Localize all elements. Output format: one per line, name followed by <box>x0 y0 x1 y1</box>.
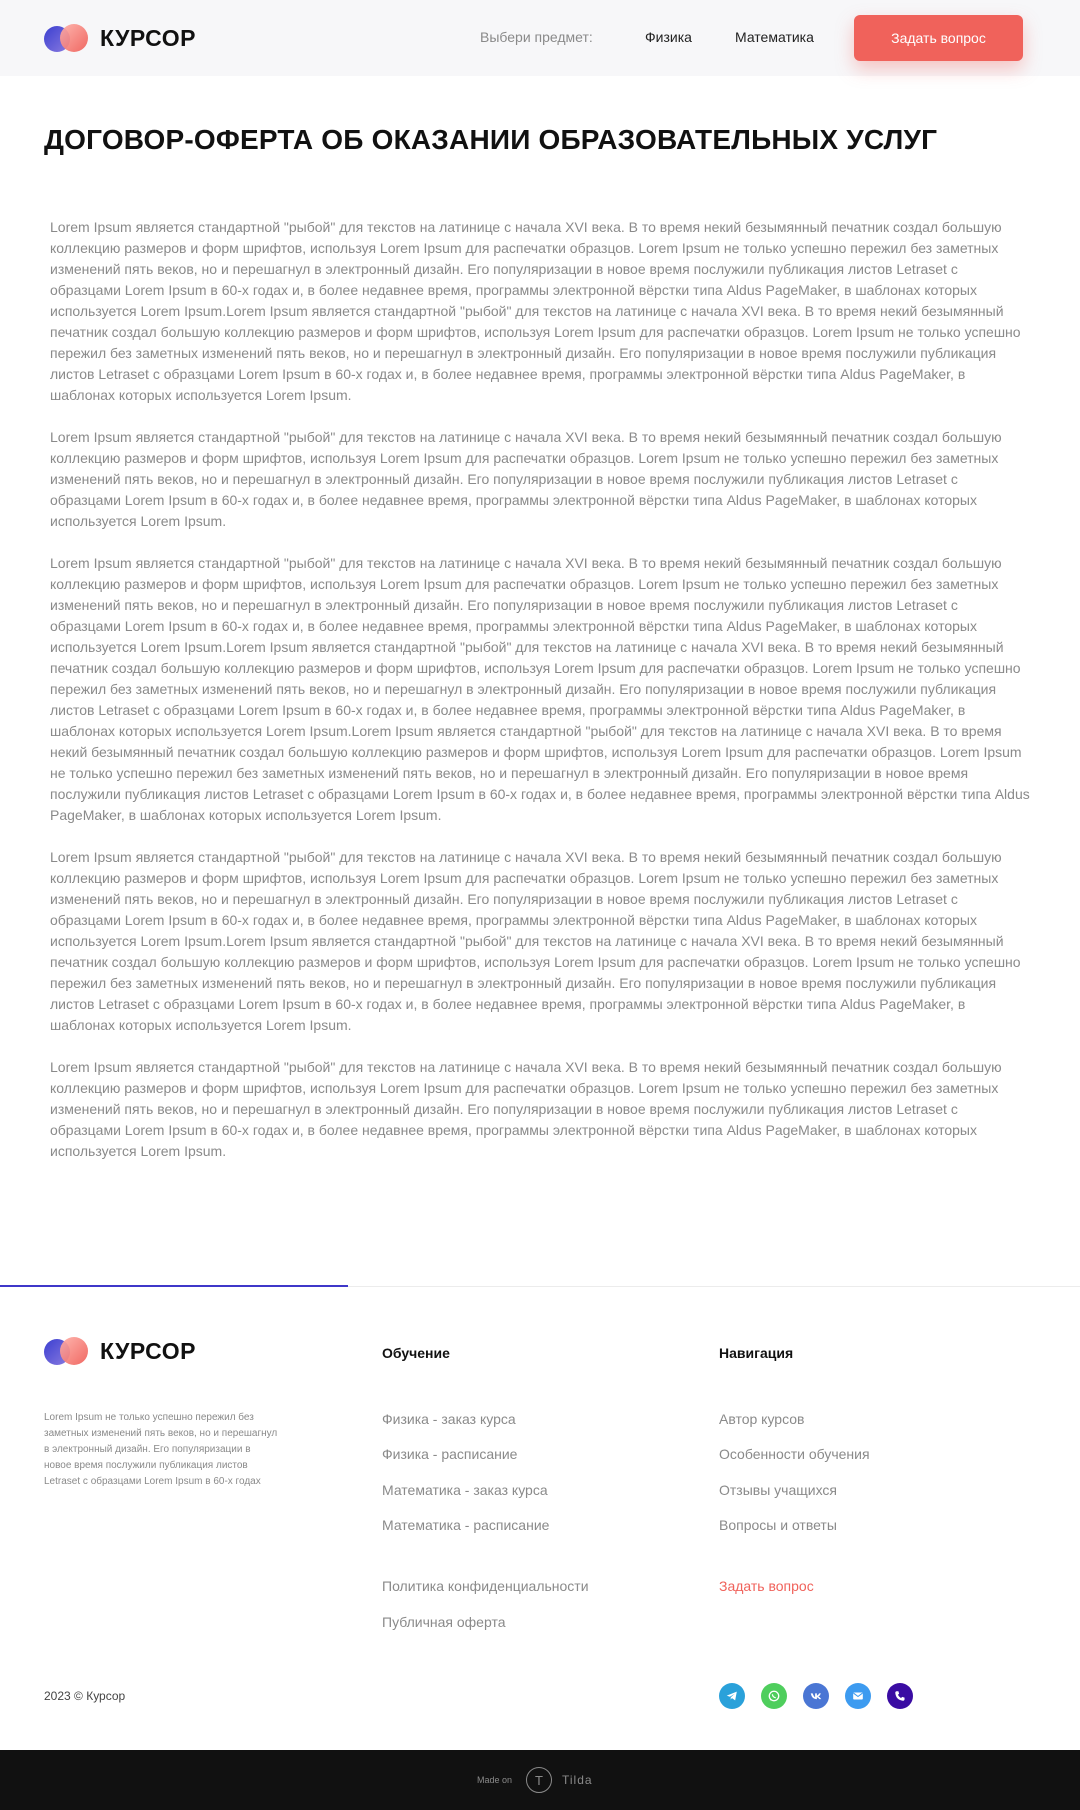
footer-logo[interactable] <box>44 1337 196 1365</box>
made-on-label: Made on <box>477 1775 513 1785</box>
footer-link-ask-question[interactable]: Задать вопрос <box>719 1578 814 1594</box>
footer-nav-title: Навигация <box>719 1345 794 1361</box>
footer-divider-accent <box>0 1285 348 1287</box>
footer-link-public-offer[interactable]: Публичная оферта <box>382 1614 506 1630</box>
telegram-icon[interactable] <box>719 1683 745 1709</box>
footer-link-math-order[interactable]: Математика - заказ курса <box>382 1482 548 1498</box>
ask-question-button[interactable]: Задать вопрос <box>854 15 1023 61</box>
header-logo[interactable] <box>44 24 196 52</box>
logo-mark-icon <box>44 1337 88 1365</box>
paragraph: Lorem Ipsum является стандартной "рыбой" для текстов на латинице с начала XVI века. В то время некий безымянный печатник создал большую коллекцию размеров и форм шрифтов, используя Lorem Ipsum для распечатки образцов. Lorem Ipsum не только успешно пережил без заметных изменений пять веков, но и перешагнул в электронный дизайн. Его популяризации в новое время послужили публикация листов Letraset с образцами Lorem Ipsum в 60-х годах и, в более недавнее время, программы электронной вёрстки типа Aldus PageMaker, в шаблонах которых используется Lorem Ipsum.Lorem Ipsum является стандартной "рыбой" для текстов на латинице с начала XVI века. В то время некий безымянный печатник создал большую коллекцию размеров и форм шрифтов, используя Lorem Ipsum для распечатки образцов. Lorem Ipsum не только успешно пережил без заметных изменений пять веков, но и перешагнул в электронный дизайн. Его популяризации в новое время послужили публикация листов Letraset с образцами Lorem Ipsum в 60-х годах и, в более недавнее время, программы электронной вёрстки типа Aldus PageMaker, в шаблонах которых используется Lorem Ipsum.Lorem Ipsum является стандартной "рыбой" для текстов на латинице с начала XVI века. В то время некий безымянный печатник создал большую коллекцию размеров и форм шрифтов, используя Lorem Ipsum для распечатки образцов. Lorem Ipsum не только успешно пережил без заметных изменений пять веков, но и перешагнул в электронный дизайн. Его популяризации в новое время послужили публикация листов Letraset с образцами Lorem Ipsum в 60-х годах и, в более недавнее время, программы электронной вёрстки типа Aldus PageMaker, в шаблонах которых используется Lorem Ipsum. <box>50 555 1030 823</box>
nav-link-physics[interactable]: Физика <box>645 29 692 45</box>
site-header <box>0 0 1080 76</box>
footer-link-faq[interactable]: Вопросы и ответы <box>719 1517 837 1533</box>
footer-link-features[interactable]: Особенности обучения <box>719 1446 870 1462</box>
footer-link-physics-order[interactable]: Физика - заказ курса <box>382 1411 516 1427</box>
copyright: 2023 © Курсор <box>44 1689 126 1703</box>
footer-link-privacy[interactable]: Политика конфиденциальности <box>382 1578 589 1594</box>
footer-link-math-schedule[interactable]: Математика - расписание <box>382 1517 550 1533</box>
offer-text <box>50 217 1030 1183</box>
logo-text: КУРСОР <box>100 24 196 51</box>
subject-label: Выбери предмет: <box>480 29 593 45</box>
paragraph: Lorem Ipsum является стандартной "рыбой" для текстов на латинице с начала XVI века. В то время некий безымянный печатник создал большую коллекцию размеров и форм шрифтов, используя Lorem Ipsum для распечатки образцов. Lorem Ipsum не только успешно пережил без заметных изменений пять веков, но и перешагнул в электронный дизайн. Его популяризации в новое время послужили публикация листов Letraset с образцами Lorem Ipsum в 60-х годах и, в более недавнее время, программы электронной вёрстки типа Aldus PageMaker, в шаблонах которых используется Lorem Ipsum.Lorem Ipsum является стандартной "рыбой" для текстов на латинице с начала XVI века. В то время некий безымянный печатник создал большую коллекцию размеров и форм шрифтов, используя Lorem Ipsum для распечатки образцов. Lorem Ipsum не только успешно пережил без заметных изменений пять веков, но и перешагнул в электронный дизайн. Его популяризации в новое время послужили публикация листов Letraset с образцами Lorem Ipsum в 60-х годах и, в более недавнее время, программы электронной вёрстки типа Aldus PageMaker, в шаблонах которых используется Lorem Ipsum. <box>50 849 1021 1033</box>
footer-link-physics-schedule[interactable]: Физика - расписание <box>382 1446 518 1462</box>
footer-link-author[interactable]: Автор курсов <box>719 1411 805 1427</box>
vk-icon[interactable] <box>803 1683 829 1709</box>
paragraph: Lorem Ipsum является стандартной "рыбой" для текстов на латинице с начала XVI века. В то время некий безымянный печатник создал большую коллекцию размеров и форм шрифтов, используя Lorem Ipsum для распечатки образцов. Lorem Ipsum не только успешно пережил без заметных изменений пять веков, но и перешагнул в электронный дизайн. Его популяризации в новое время послужили публикация листов Letraset с образцами Lorem Ipsum в 60-х годах и, в более недавнее время, программы электронной вёрстки типа Aldus PageMaker, в шаблонах которых используется Lorem Ipsum. <box>50 1059 1002 1159</box>
whatsapp-icon[interactable] <box>761 1683 787 1709</box>
nav-link-math[interactable]: Математика <box>735 29 814 45</box>
footer-link-reviews[interactable]: Отзывы учащихся <box>719 1482 838 1498</box>
page-title: ДОГОВОР-ОФЕРТА ОБ ОКАЗАНИИ ОБРАЗОВАТЕЛЬНЫХ УСЛУГ <box>44 124 938 155</box>
logo-mark-icon <box>44 24 88 52</box>
phone-icon[interactable] <box>887 1683 913 1709</box>
tilda-logo-icon[interactable]: T <box>526 1767 552 1793</box>
mail-icon[interactable] <box>845 1683 871 1709</box>
footer-learning-title: Обучение <box>382 1345 450 1361</box>
footer-description: Lorem Ipsum не только успешно пережил без заметных изменений пять веков, но и перешагнул в электронный дизайн. Его популяризации в новое время послужили публикация листов Letraset с образцами Lorem Ipsum в 60-х годах <box>44 1412 278 1487</box>
paragraph: Lorem Ipsum является стандартной "рыбой" для текстов на латинице с начала XVI века. В то время некий безымянный печатник создал большую коллекцию размеров и форм шрифтов, используя Lorem Ipsum для распечатки образцов. Lorem Ipsum не только успешно пережил без заметных изменений пять веков, но и перешагнул в электронный дизайн. Его популяризации в новое время послужили публикация листов Letraset с образцами Lorem Ipsum в 60-х годах и, в более недавнее время, программы электронной вёрстки типа Aldus PageMaker, в шаблонах которых используется Lorem Ipsum.Lorem Ipsum является стандартной "рыбой" для текстов на латинице с начала XVI века. В то время некий безымянный печатник создал большую коллекцию размеров и форм шрифтов, используя Lorem Ipsum для распечатки образцов. Lorem Ipsum не только успешно пережил без заметных изменений пять веков, но и перешагнул в электронный дизайн. Его популяризации в новое время послужили публикация листов Letraset с образцами Lorem Ipsum в 60-х годах и, в более недавнее время, программы электронной вёрстки типа Aldus PageMaker, в шаблонах которых используется Lorem Ipsum. <box>50 219 1021 403</box>
tilda-name[interactable]: Tilda <box>562 1773 593 1787</box>
logo-text: КУРСОР <box>100 1337 196 1364</box>
paragraph: Lorem Ipsum является стандартной "рыбой" для текстов на латинице с начала XVI века. В то время некий безымянный печатник создал большую коллекцию размеров и форм шрифтов, используя Lorem Ipsum для распечатки образцов. Lorem Ipsum не только успешно пережил без заметных изменений пять веков, но и перешагнул в электронный дизайн. Его популяризации в новое время послужили публикация листов Letraset с образцами Lorem Ipsum в 60-х годах и, в более недавнее время, программы электронной вёрстки типа Aldus PageMaker, в шаблонах которых используется Lorem Ipsum. <box>50 429 1002 529</box>
